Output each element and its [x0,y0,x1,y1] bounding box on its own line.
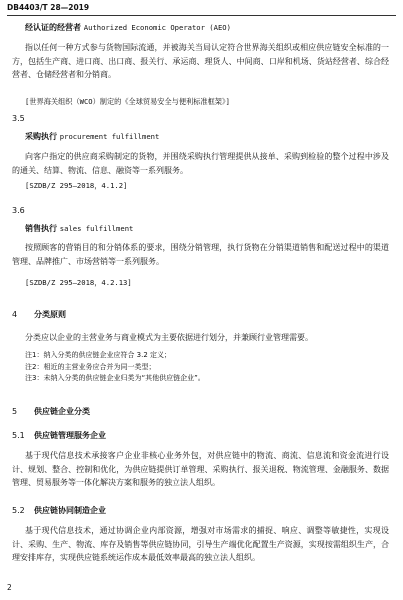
section-5-1-number: 5.1 [12,431,25,440]
section-5-2-text: 基于现代信息技术，通过协调企业内部资源，增强对市场需求的捕捉、响应、调整等敏捷性，实现设计、采购、生产、物流、库存及销售等供应链协同，引导生产端优化配置生产资源，实现按需组织生产，合理安排库存，实现供应链系统运作成本最低效率最高的独立法人组织。 [12,526,389,562]
section-5-1-heading [12,430,389,441]
term-3-6-cn: 销售执行 [25,224,57,233]
section-4-heading [12,309,389,320]
page-number: 2 [7,583,12,592]
term-3-5-cn: 采购执行 [25,132,57,141]
note-2: 注2：相近的主营业务应合并为同一类型； [25,362,156,371]
section-5-2-title: 供应链协同制造企业 [34,506,106,515]
section-5-1-title: 供应链管理服务企业 [34,431,106,440]
document-id: DB4403/T 28—2019 [7,3,90,12]
term-aeo-source: [世界海关组织（WCO）制定的《全球贸易安全与便利标准框架》] [25,97,230,106]
section-5-1-text: 基于现代信息技术承接客户企业非核心业务外包，对供应链中的物流、商流、信息流和资金流进行设计、规划、整合、控制和优化，为供应链提供订单管理、采购执行、报关退税、物流管理、金融服务、数据管理、贸易服务等一体化解决方案和服务的独立法人组织。 [12,451,389,487]
section-5-heading [12,406,389,417]
term-aeo-en: Authorized Economic Operator (AEO) [83,23,231,32]
term-3-6-title [12,223,389,234]
note-1: 注1：纳入分类的供应链企业应符合 3.2 定义； [25,351,172,359]
term-3-5 [12,131,389,142]
term-aeo-title [12,22,389,33]
section-5-2-heading [12,505,389,516]
term-3-6-en: sales fulfillment [59,224,134,233]
term-3-6 [12,223,389,234]
section-4-notes [12,350,389,385]
note-3: 注3：未纳入分类的供应链企业归类为“其他供应链企业”。 [25,374,205,382]
term-aeo [12,22,389,33]
section-5-2-number: 5.2 [12,506,25,515]
term-3-5-source: [SZDB/Z 295—2018，4.1.2] [25,181,128,190]
term-3-5-definition: 向客户指定的供应商采购制定的货物，并围绕采购执行管理提供从接单、采购到检验的整个过程中涉及的通关、结算、物流、信息、融资等一系列服务。 [12,152,389,175]
term-aeo-definition: 指以任何一种方式参与货物国际流通，并被海关当局认定符合世界海关组织或相应供应链安全标准的一方，包括生产商、进口商、出口商、报关行、承运商、理货人、中间商、口岸和机场、货站经营者、综合经营者、仓储经营者和分销商。 [12,43,389,79]
term-3-6-definition: 按照顾客的营销目的和分销体系的要求，围绕分销管理，执行货物在分销渠道销售和配送过程中的渠道管理、品牌推广、市场营销等一系列服务。 [12,243,389,266]
section-5-number: 5 [12,407,18,416]
term-3-5-title [12,131,389,142]
section-4-number: 4 [12,310,18,319]
clause-3-6-number: 3.6 [12,206,25,215]
term-3-5-en: procurement fulfillment [59,132,160,141]
section-4-intro: 分类应以企业的主营业务与商业模式为主要依据进行划分，并兼顾行业管理需要。 [25,333,313,342]
term-3-6-source: [SZDB/Z 295—2018，4.2.13] [25,278,132,287]
section-5-title: 供应链企业分类 [34,407,90,416]
header-rule [7,15,396,16]
clause-3-5-number: 3.5 [12,114,25,123]
section-4-title: 分类原则 [34,310,66,319]
term-aeo-cn: 经认证的经营者 [25,23,81,32]
